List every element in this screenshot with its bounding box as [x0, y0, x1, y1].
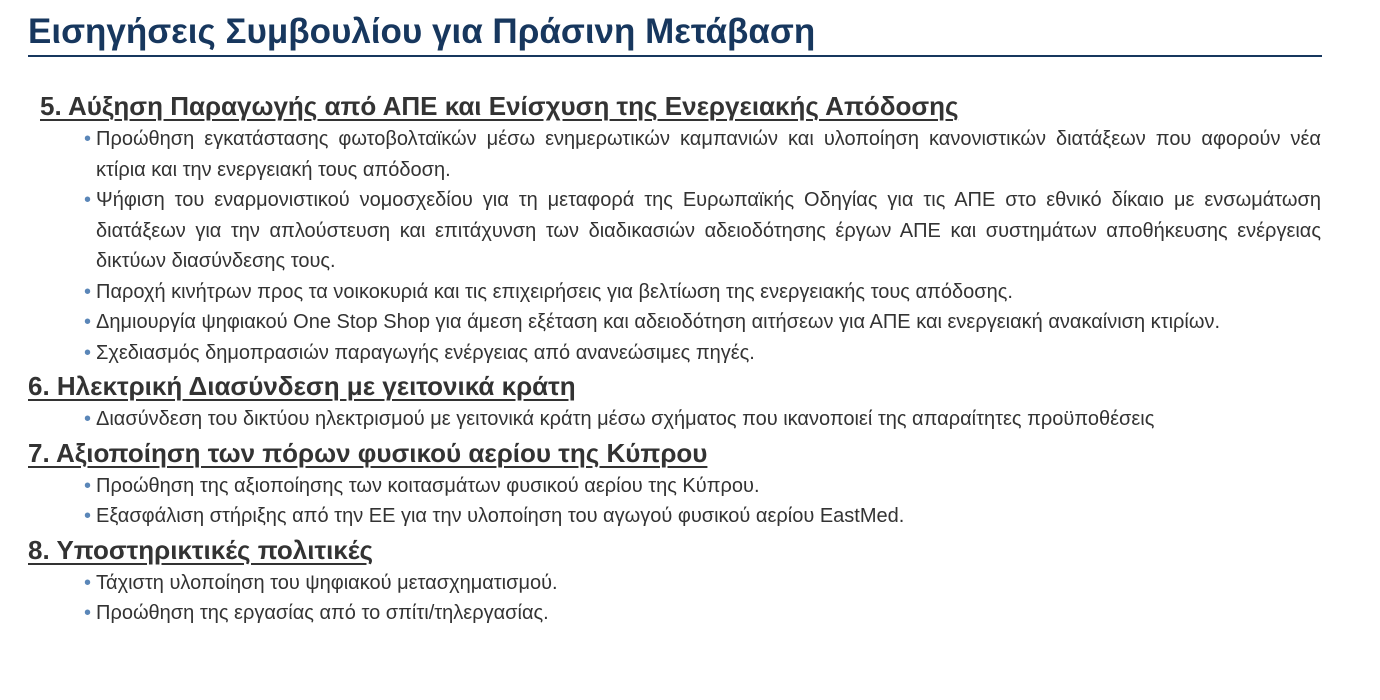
- title-underline: [28, 55, 1322, 57]
- bullet-icon: •: [84, 474, 92, 497]
- section-6: [0, 368, 1380, 435]
- bullet-icon: •: [84, 571, 92, 594]
- bullet-list: [0, 568, 1380, 629]
- bullet-icon: •: [84, 280, 92, 303]
- bullet-item: [84, 404, 1321, 435]
- bullet-icon: •: [84, 341, 92, 364]
- section-5: [0, 88, 1380, 368]
- bullet-list: [0, 124, 1380, 368]
- bullet-text: Προώθηση εγκατάστασης φωτοβολταϊκών μέσω ενημερωτικών καμπανιών και υλοποίηση κανονιστικών διατάξεων που αφορούν νέα κτίρια και την ενεργειακή τους απόδοση.: [96, 128, 1321, 181]
- page-title: Εισηγήσεις Συμβουλίου για Πράσινη Μετάβαση: [28, 12, 816, 51]
- bullet-item: [84, 568, 1321, 599]
- section-7: [0, 435, 1380, 532]
- recommendations-content: [0, 88, 1380, 629]
- bullet-icon: •: [84, 311, 92, 333]
- bullet-icon: •: [84, 128, 92, 150]
- section-heading: 5. Αύξηση Παραγωγής από ΑΠΕ και Ενίσχυση της Ενεργειακής Απόδοσης: [40, 91, 959, 121]
- bullet-item: [84, 598, 1321, 629]
- bullet-item: [84, 338, 1321, 369]
- section-8: [0, 532, 1380, 629]
- bullet-item: [84, 501, 1321, 532]
- bullet-text: Προώθηση της εργασίας από το σπίτι/τηλεργασίας.: [96, 602, 549, 624]
- bullet-text: Παροχή κινήτρων προς τα νοικοκυριά και τις επιχειρήσεις για βελτίωση της ενεργειακής τους απόδοσης.: [96, 280, 1013, 303]
- bullet-text: Προώθηση της αξιοποίησης των κοιτασμάτων φυσικού αερίου της Κύπρου.: [96, 474, 760, 497]
- bullet-list: [0, 404, 1380, 435]
- bullet-item: [84, 185, 1321, 277]
- section-heading: 8. Υποστηρικτικές πολιτικές: [28, 534, 374, 565]
- bullet-icon: •: [84, 505, 92, 527]
- section-heading: 6. Ηλεκτρική Διασύνδεση με γειτονικά κράτη: [28, 371, 576, 401]
- bullet-text: Ψήφιση του εναρμονιστικού νομοσχεδίου για τη μεταφορά της Ευρωπαϊκής Οδηγίας για τις ΑΠΕ στο εθνικό δίκαιο με ενσωμάτωση διατάξεων για την απλούστευση και επιτάχυνση των διαδικασιών αδειοδότησης έργων ΑΠΕ και συστημάτων αποθήκευσης ενέργειας δικτύων διασύνδεσης τους.: [96, 189, 1321, 272]
- bullet-text: Διασύνδεση του δικτύου ηλεκτρισμού με γειτονικά κράτη μέσω σχήματος που ικανοποιεί της απαραίτητες προϋποθέσεις: [96, 408, 1155, 430]
- section-heading: 7. Αξιοποίηση των πόρων φυσικού αερίου της Κύπρου: [28, 437, 708, 468]
- bullet-icon: •: [84, 602, 92, 624]
- bullet-item: [84, 124, 1321, 185]
- bullet-icon: •: [84, 189, 92, 211]
- bullet-item: [84, 471, 1321, 502]
- bullet-text: Σχεδιασμός δημοπρασιών παραγωγής ενέργειας από ανανεώσιμες πηγές.: [96, 341, 755, 364]
- bullet-text: Δημιουργία ψηφιακού One Stop Shop για άμεση εξέταση και αδειοδότηση αιτήσεων για ΑΠΕ και ενεργειακή ανακαίνιση κτιρίων.: [96, 311, 1221, 333]
- bullet-text: Τάχιστη υλοποίηση του ψηφιακού μετασχηματισμού.: [96, 571, 558, 594]
- bullet-text: Εξασφάλιση στήριξης από την ΕΕ για την υλοποίηση του αγωγού φυσικού αερίου EastMed.: [96, 505, 905, 527]
- bullet-list: [0, 471, 1380, 532]
- bullet-item: [84, 307, 1321, 338]
- bullet-item: [84, 277, 1321, 308]
- bullet-icon: •: [84, 408, 92, 430]
